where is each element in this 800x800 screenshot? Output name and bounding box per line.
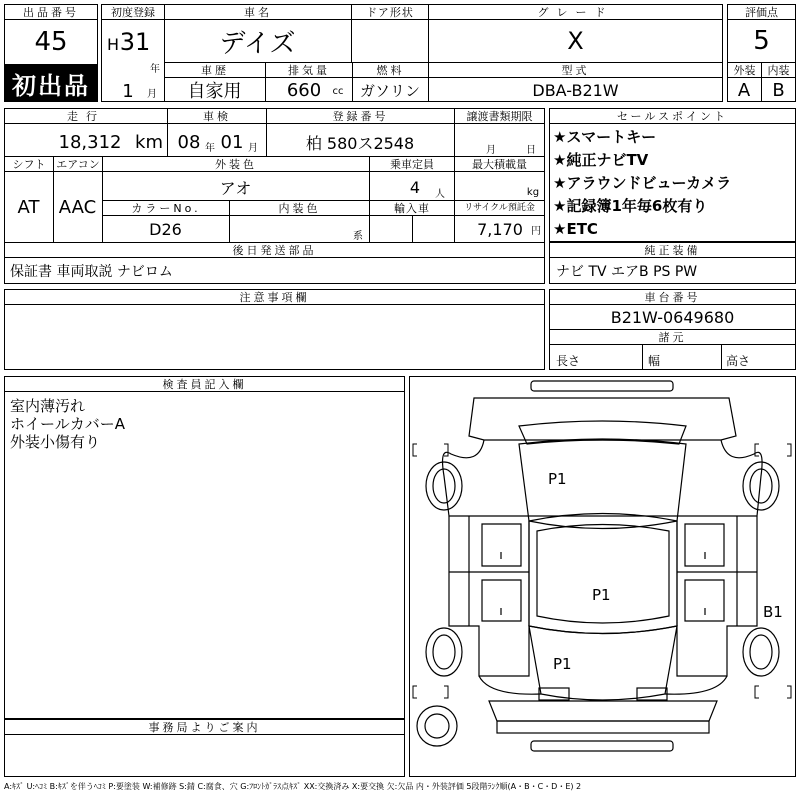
door-value — [351, 20, 428, 62]
reg-number: 柏 580ス2548 — [305, 133, 415, 153]
insp-year-unit: 年 — [205, 142, 215, 154]
later-parts-value: 保証書 車両取説 ナビロム — [10, 264, 173, 280]
int-color-unit: 系 — [353, 230, 363, 242]
capacity-unit: 人 — [435, 188, 445, 200]
fuel-value: ガソリン — [359, 81, 420, 100]
sales-item: ★アラウンドビューカメラ — [553, 174, 732, 192]
score-label: 評価点 — [727, 4, 796, 20]
notes-label: 注意事項欄 — [4, 289, 545, 305]
exterior-grade: A — [737, 79, 751, 101]
recycle-value: 7,170 — [477, 219, 523, 239]
first-listing-badge: 初出品 — [4, 64, 98, 102]
color-no-label: カラーNo. — [102, 200, 230, 216]
height-label: 高さ — [726, 353, 751, 368]
insp-year: 08 — [177, 131, 201, 153]
displacement-unit: cc — [332, 85, 344, 97]
shift-value: AT — [17, 196, 40, 218]
color-label: 外装色 — [102, 156, 370, 172]
mileage-label: 走行 — [4, 108, 168, 124]
grade-label: グレード — [428, 4, 723, 20]
inspector-label: 検査員記入欄 — [4, 376, 405, 392]
month-value: 1 — [122, 80, 134, 102]
damage-mark: B1 — [763, 603, 783, 621]
color-value: アオ — [219, 178, 252, 198]
chassis-number: B21W-0649680 — [610, 307, 735, 327]
insp-month: 01 — [220, 131, 244, 153]
later-parts-label: 後日発送部品 — [4, 242, 545, 258]
inspector-line: ホイールカバーA — [10, 415, 125, 433]
history-value: 自家用 — [187, 81, 242, 102]
interior-grade: B — [772, 79, 785, 101]
lot-number: 45 — [34, 27, 68, 57]
car-diagram-drawing — [409, 376, 796, 777]
capacity-label: 乗車定員 — [369, 156, 455, 172]
recycle-unit: 円 — [531, 225, 541, 237]
car-name: デイズ — [219, 28, 296, 59]
capacity-value: 4 — [409, 177, 421, 197]
sales-item: ★純正ナビTV — [553, 151, 649, 169]
interior-label: 内装 — [761, 62, 796, 78]
equip-value: ナビ TV エアB PS PW — [556, 264, 698, 280]
history-label: 車歴 — [164, 62, 266, 78]
length-label: 長さ — [556, 353, 581, 368]
load-unit: kg — [526, 186, 540, 198]
score-value: 5 — [753, 26, 770, 56]
color-number: D26 — [149, 219, 182, 239]
shift-label: シフト — [4, 156, 54, 172]
displacement-label: 排気量 — [265, 62, 353, 78]
damage-mark: P1 — [548, 470, 567, 488]
exterior-label: 外装 — [727, 62, 762, 78]
int-color-label: 内装色 — [229, 200, 370, 216]
model-label: 型式 — [428, 62, 723, 78]
ac-label: エアコン — [53, 156, 103, 172]
inspection-label: 車検 — [167, 108, 267, 124]
legend: A:ｷｽﾞ U:ﾍｺﾐ B:ｷｽﾞを伴うﾍｺﾐ P:要塗装 W:補修跡 S:錆 C:腐食、穴 G:ﾌﾛﾝﾄｶﾞﾗｽ点ｷｽﾞ XX:交換済み X:要交換 欠:欠品 内・外装評価 5段階ﾗﾝｸ順(A・B・C・D・E) 2 — [4, 782, 582, 791]
sales-item: ★スマートキー — [553, 128, 657, 146]
sales-item: ★ETC — [553, 220, 598, 238]
era: H — [106, 34, 120, 54]
damage-mark: P1 — [553, 655, 572, 673]
inspector-line: 外装小傷有り — [10, 433, 101, 451]
insp-month-unit: 月 — [248, 142, 258, 154]
damage-mark: P1 — [592, 586, 611, 604]
doc-day-unit: 日 — [526, 144, 536, 156]
year-unit: 年 — [150, 63, 160, 75]
door-label: ドア形状 — [351, 4, 429, 20]
doc-label: 譲渡書類期限 — [454, 108, 545, 124]
sales-item: ★記録簿1年毎6枚有り — [553, 197, 708, 215]
sales-label: セールスポイント — [549, 108, 796, 124]
reg-label: 登録番号 — [266, 108, 455, 124]
mileage-value: 18,312 — [58, 131, 122, 153]
ac-value: AAC — [58, 196, 97, 218]
width-label: 幅 — [648, 353, 661, 368]
lot-label: 出品番号 — [4, 4, 98, 20]
car-name-label: 車名 — [164, 4, 352, 20]
mileage-unit: km — [135, 131, 163, 153]
office-label: 事務局よりご案内 — [4, 719, 405, 735]
month-unit: 月 — [147, 88, 157, 100]
import-label: 輸入車 — [369, 200, 455, 216]
first-reg-label: 初度登録 — [101, 4, 165, 20]
doc-month-unit: 月 — [486, 144, 496, 156]
recycle-label: リサイクル預託金 — [454, 200, 545, 216]
grade-value: X — [567, 27, 584, 55]
dims-label: 諸元 — [549, 329, 796, 345]
displacement-value: 660 — [286, 79, 322, 101]
model-value: DBA-B21W — [532, 80, 619, 100]
equip-label: 純正装備 — [549, 242, 796, 258]
year-value: 31 — [119, 28, 151, 56]
inspector-line: 室内薄汚れ — [10, 397, 86, 415]
chassis-label: 車台番号 — [549, 289, 796, 305]
load-label: 最大積載量 — [454, 156, 545, 172]
fuel-label: 燃料 — [352, 62, 429, 78]
